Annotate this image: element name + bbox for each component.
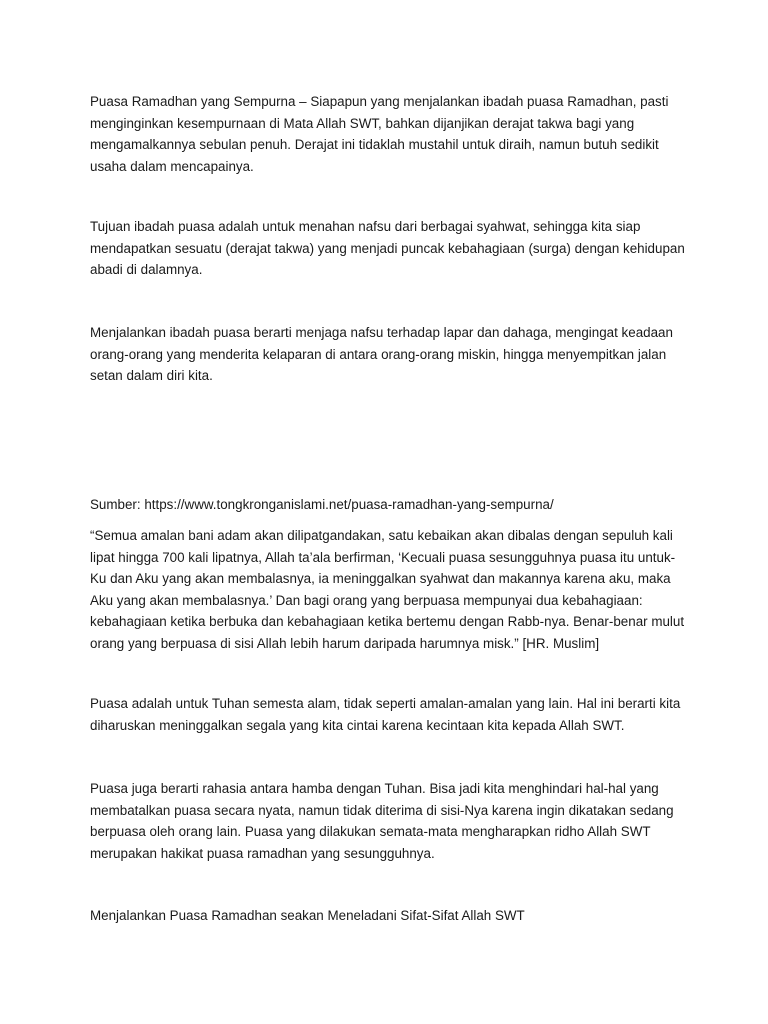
purpose-paragraph: Tujuan ibadah puasa adalah untuk menahan nafsu dari berbagai syahwat, sehingga kita siap mendapatkan sesuatu (derajat takwa) yang menjadi puncak kebahagiaan (surga) dengan kehidupan abadi di dalamnya.: [90, 219, 685, 277]
source-line: Sumber: https://www.tongkronganislami.net/puasa-ramadhan-yang-sempurna/: [90, 497, 554, 512]
devotion-paragraph: Puasa adalah untuk Tuhan semesta alam, tidak seperti amalan-amalan yang lain. Hal ini berarti kita diharuskan meninggalkan segala yang kita cintai karena kecintaan kita kepada Allah SWT.: [90, 696, 681, 733]
intro-paragraph: Puasa Ramadhan yang Sempurna – Siapapun yang menjalankan ibadah puasa Ramadhan, pasti menginginkan kesempurnaan di Mata Allah SWT, bahkan dijanjikan derajat takwa bagi yang mengamalkannya sebulan penuh. Derajat ini tidaklah mustahil untuk diraih, namun butuh sedikit usaha dalam mencapainya.: [90, 94, 669, 174]
section-heading: Menjalankan Puasa Ramadhan seakan Meneladani Sifat-Sifat Allah SWT: [90, 908, 525, 923]
hadith-quote: “Semua amalan bani adam akan dilipatgandakan, satu kebaikan akan dibalas dengan sepuluh kali lipat hingga 700 kali lipatnya, Allah ta’ala berfirman, ‘Kecuali puasa sesungguhnya puasa itu untuk-Ku dan Aku yang akan membalasnya, ia meninggalkan syahwat dan makannya karena aku, maka Aku yang akan membalasnya.’ Dan bagi orang yang berpuasa mempunyai dua kebahagiaan: kebahagiaan ketika berbuka dan kebahagiaan ketika bertemu dengan Rabb-nya. Benar-benar mulut orang yang berpuasa di sisi Allah lebih harum daripada harumnya misk.” [HR. Muslim]: [90, 528, 685, 651]
meaning-paragraph: Menjalankan ibadah puasa berarti menjaga nafsu terhadap lapar dan dahaga, mengingat keadaan orang-orang yang menderita kelaparan di antara orang-orang miskin, hingga menyempitkan jalan setan dalam diri kita.: [90, 325, 673, 383]
secret-paragraph: Puasa juga berarti rahasia antara hamba dengan Tuhan. Bisa jadi kita menghindari hal-hal yang membatalkan puasa secara nyata, namun tidak diterima di sisi-Nya karena ingin dikatakan sedang berpuasa oleh orang lain. Puasa yang dilakukan semata-mata mengharapkan ridho Allah SWT merupakan hakikat puasa ramadhan yang sesungguhnya.: [90, 781, 674, 861]
